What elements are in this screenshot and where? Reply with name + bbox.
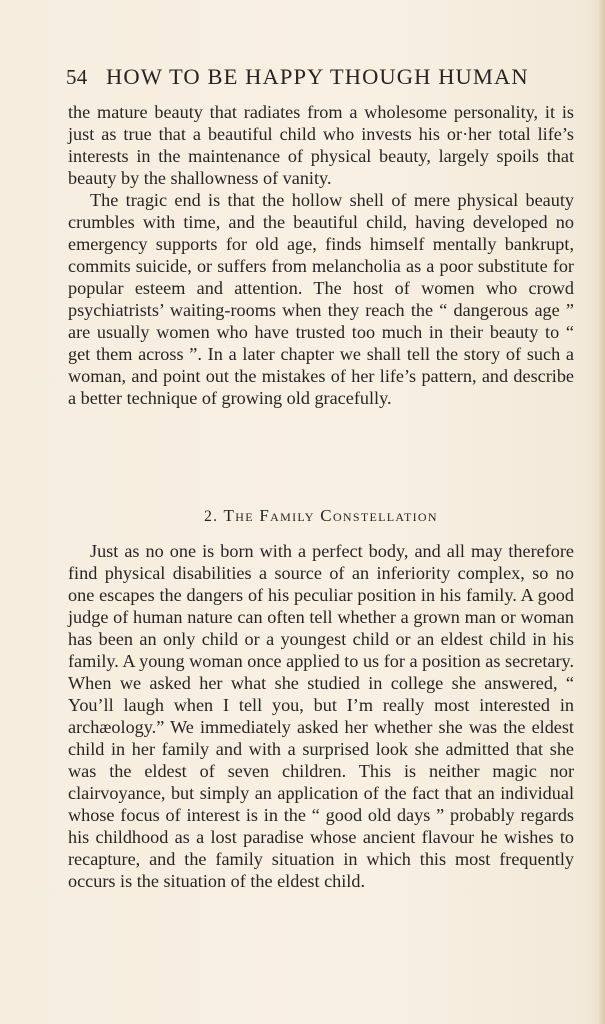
paragraph-family-constellation: Just as no one is born with a perfect body, and all may therefore find physical disabilities a source of an inferiority complex, so no one escapes the dangers of his peculiar position in his family. A good judge of human nature can often tell whether a grown man or woman has been an only child or a youngest child or an eldest child in his family. A young woman once applied to us for a position as secretary. When we asked her what she studied in college she answered, “ You’ll laugh when I tell you, but I’m really most interested in archæology.” We immediately asked her whether she was the eldest child in her family and with a surprised look she admitted that she was the eldest of seven children. This is neither magic nor clairvoyance, but simply an application of the fact that an individual whose focus of interest is in the “ good old days ” probably regards his childhood as a lost paradise whose ancient flavour he wishes to recapture, and the family situation in which this most frequently occurs is the situation of the eldest child. [68,541,574,891]
body-text-top [68,101,574,409]
section-heading [68,506,574,527]
section-title: The Family Constellation [223,506,438,525]
page-number: 54 [66,65,88,89]
body-text-bottom [68,540,574,892]
section-number: 2. [204,508,219,525]
paragraph-continued: the mature beauty that radiates from a wholesome personality, it is just as true that a beautiful child who invests his or·her total life’s interests in the maintenance of physical beauty, largely spoils that beauty by the shallowness of vanity. [68,102,574,188]
page-edge-shadow [599,0,605,1024]
page-header [66,64,572,94]
running-head: HOW TO BE HAPPY THOUGH HUMAN [106,64,529,89]
paragraph-tragic-end: The tragic end is that the hollow shell of mere physical beauty crumbles with time, and the beautiful child, having developed no emergency supports for old age, finds himself mentally bankrupt, commits suicide, or suffers from melancholia as a poor substitute for popular esteem and attention. The host of women who crowd psychiatrists’ waiting-rooms when they reach the “ dangerous age ” are usually women who have trusted too much in their beauty to “ get them across ”. In a later chapter we shall tell the story of such a woman, and point out the mistakes of her life’s pattern, and describe a better technique of growing old gracefully. [68,190,574,408]
